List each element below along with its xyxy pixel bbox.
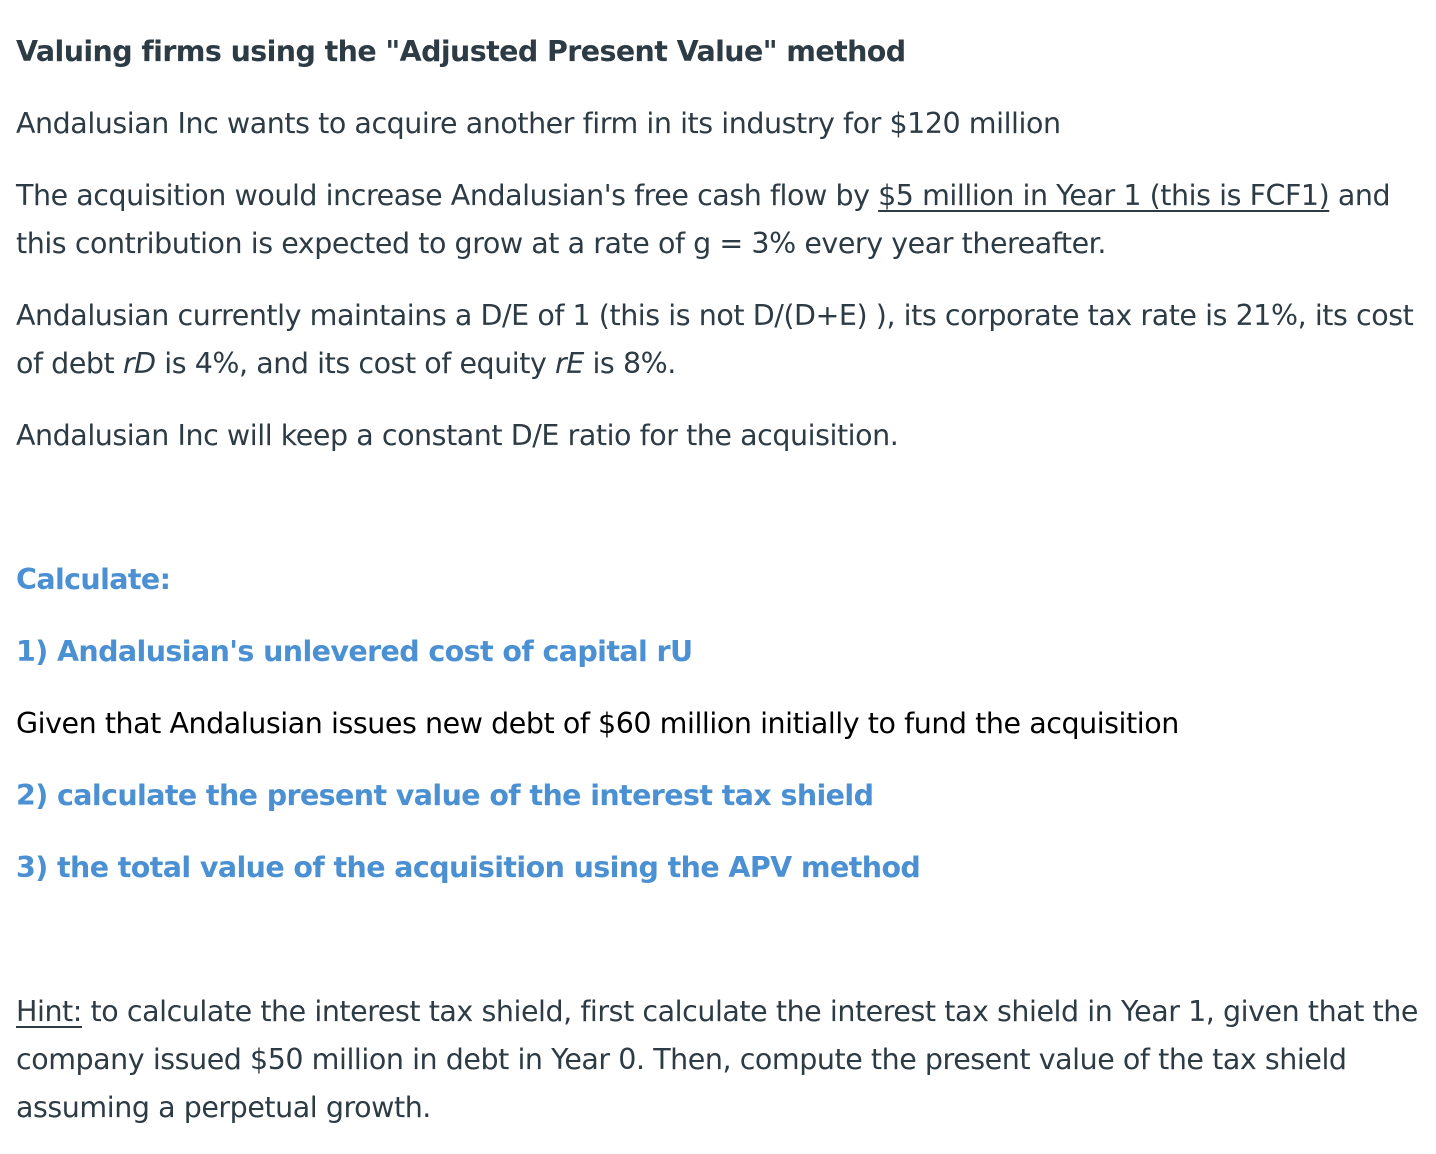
- capital-structure-line2: [16, 340, 1436, 388]
- spacer: [16, 892, 1436, 988]
- rd-symbol: rD: [122, 347, 156, 380]
- equity-text: is 4%, and its cost of equity: [155, 347, 556, 380]
- cash-flow-paragraph-line2: this contribution is expected to grow at a rate of g = 3% every year thereafter.: [16, 227, 1106, 260]
- question-2: 2) calculate the present value of the interest tax shield: [16, 779, 874, 812]
- question-title: Valuing firms using the "Adjusted Present Value" method: [16, 35, 906, 68]
- new-debt-statement: Given that Andalusian issues new debt of $60 million initially to fund the acquisition: [16, 707, 1179, 740]
- calculate-heading: Calculate:: [16, 563, 171, 596]
- cash-flow-text: The acquisition would increase Andalusian's free cash flow by: [16, 179, 879, 212]
- hint-line1: [16, 988, 1436, 1036]
- constant-de-paragraph: Andalusian Inc will keep a constant D/E ratio for the acquisition.: [16, 419, 899, 452]
- hint-line2: company issued $50 million in debt in Year 0. Then, compute the present value of the tax shield: [16, 1043, 1347, 1076]
- capital-structure-line1: Andalusian currently maintains a D/E of 1 (this is not D/(D+E) ), its corporate tax rate is 21%, its cost: [16, 299, 1414, 332]
- equity-rate-text: is 8%.: [583, 347, 676, 380]
- question-1: 1) Andalusian's unlevered cost of capital rU: [16, 635, 693, 668]
- re-symbol: rE: [555, 347, 584, 380]
- hint-line3: assuming a perpetual growth.: [16, 1091, 431, 1124]
- hint-text-1: to calculate the interest tax shield, first calculate the interest tax shield in Year 1, given that the: [81, 995, 1418, 1028]
- cash-flow-paragraph-line1: [16, 172, 1436, 220]
- cash-flow-and: and: [1329, 179, 1391, 212]
- acquisition-price-paragraph: Andalusian Inc wants to acquire another firm in its industry for $120 million: [16, 107, 1061, 140]
- fcf1-underlined: $5 million in Year 1 (this is FCF1): [878, 179, 1330, 212]
- spacer: [16, 460, 1436, 556]
- question-3: 3) the total value of the acquisition using the APV method: [16, 851, 921, 884]
- hint-label: Hint:: [16, 995, 82, 1028]
- debt-text: of debt: [16, 347, 123, 380]
